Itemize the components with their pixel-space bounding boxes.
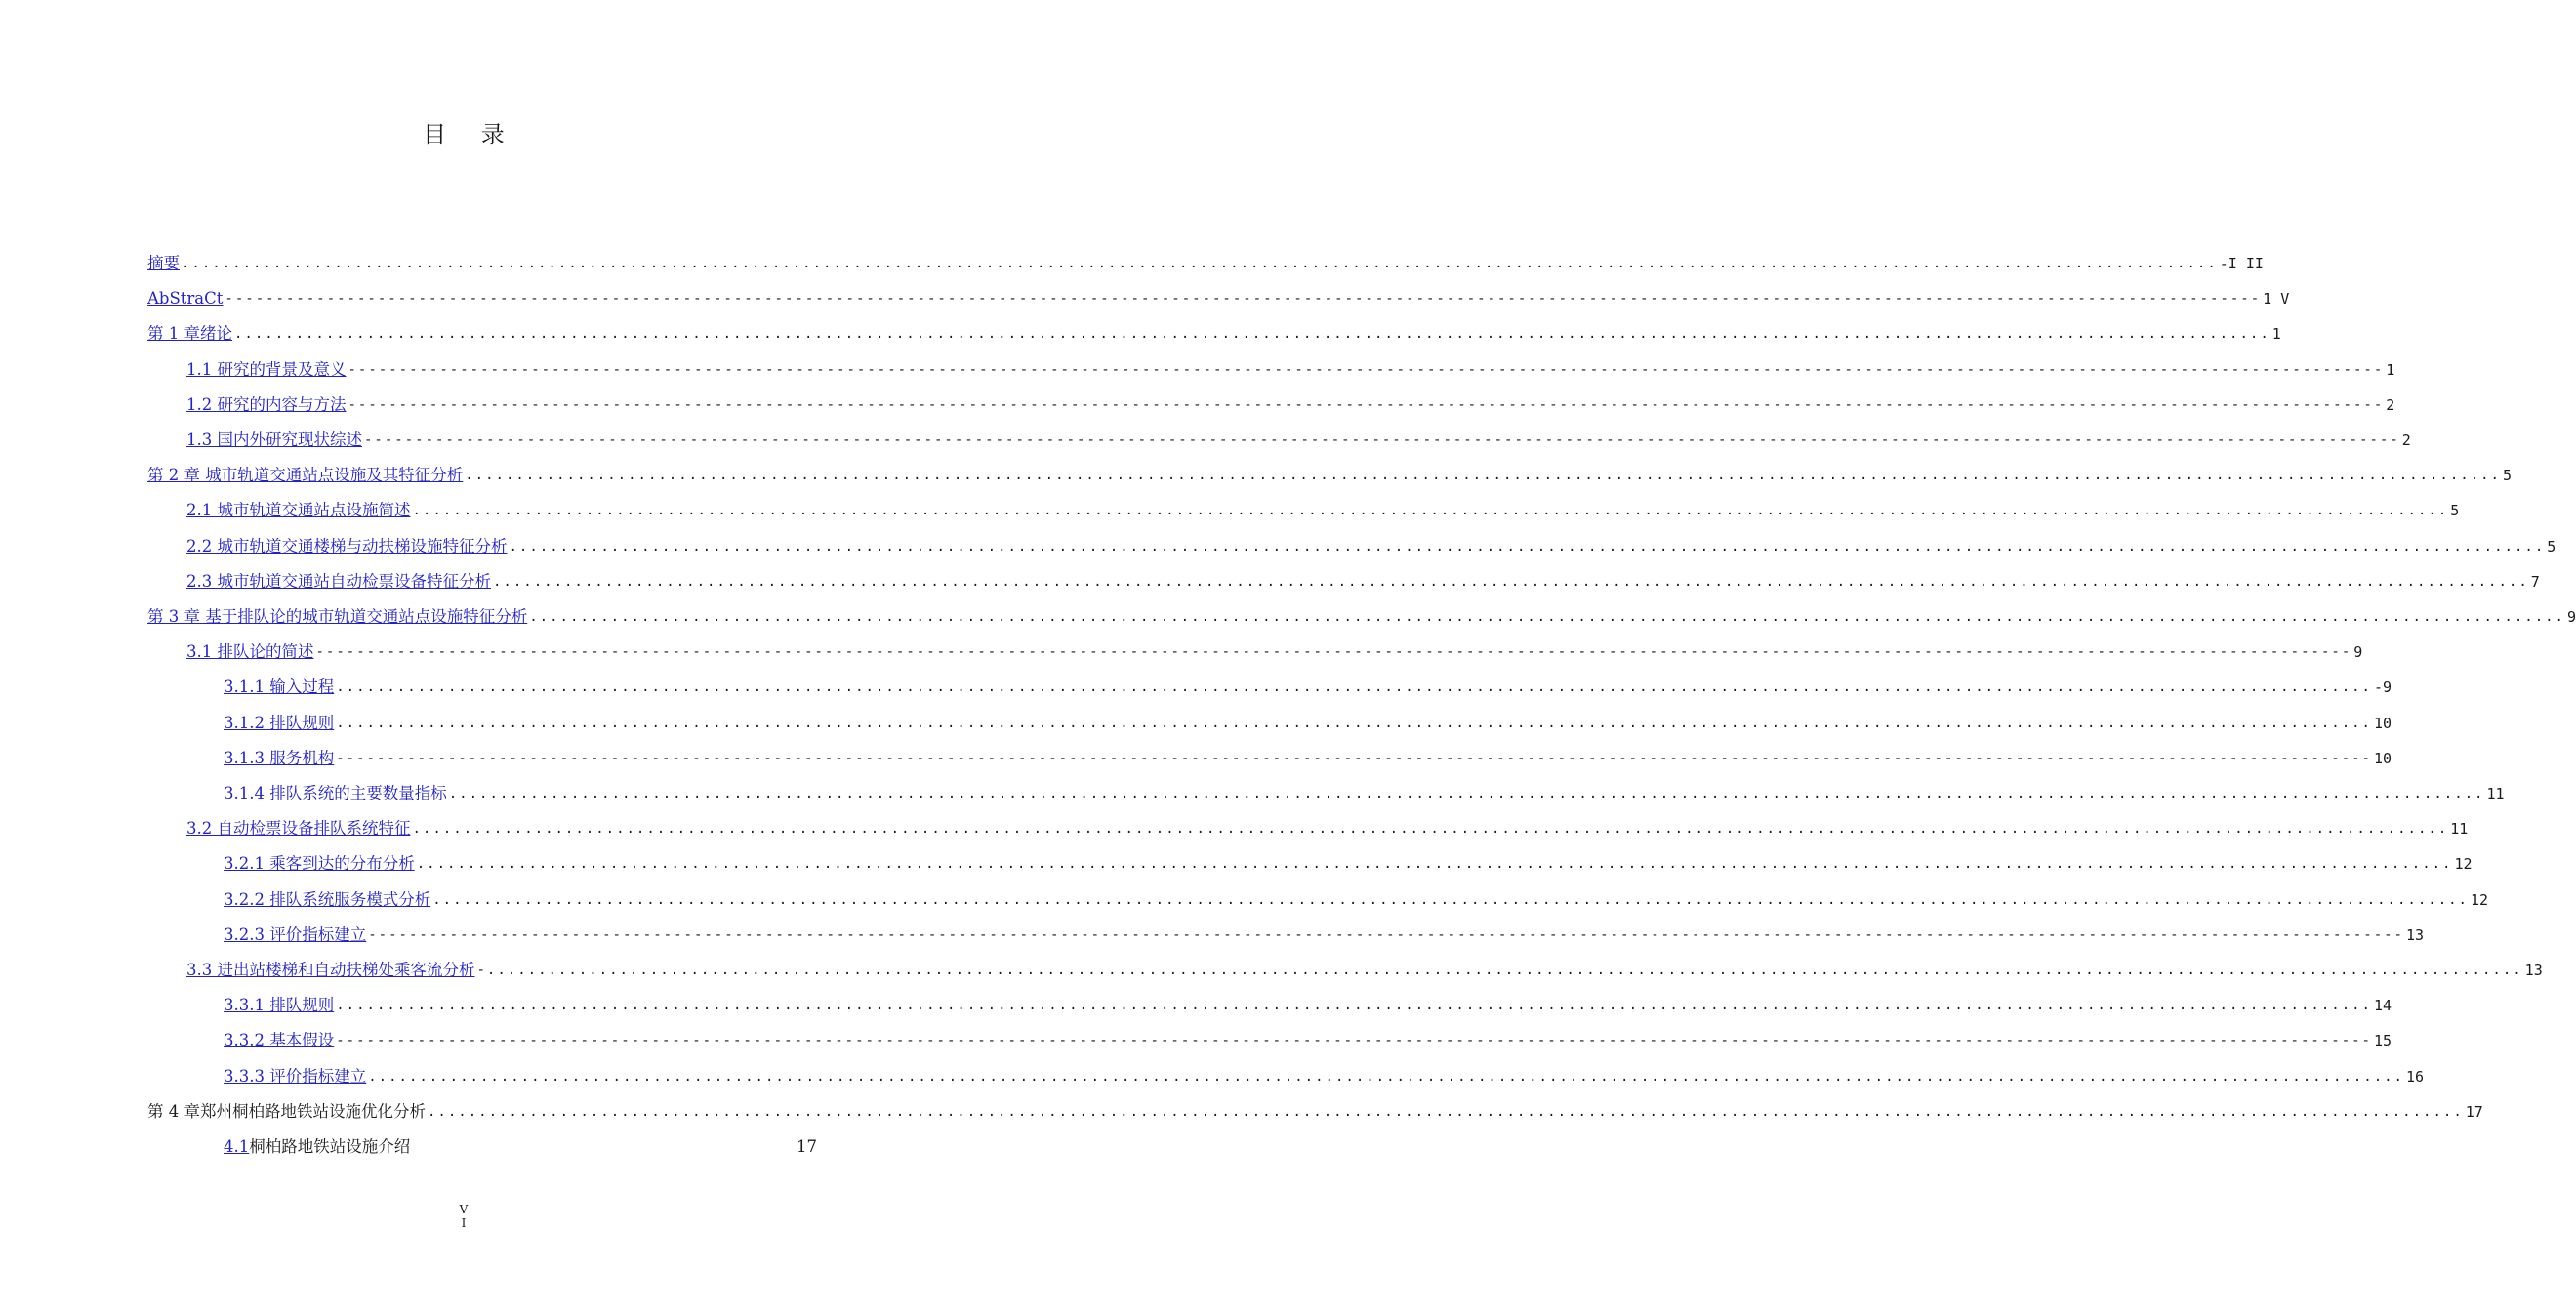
toc-entry-link[interactable]: 第 1 章绪论 xyxy=(147,324,232,344)
toc-entry-link[interactable]: 3.2 自动检票设备排队系统特征 xyxy=(186,819,411,839)
toc-leader: ........................................................................................................................................................................................................ xyxy=(412,821,2449,838)
toc-page-number: -I II xyxy=(2219,255,2264,272)
toc-page-number: 5 xyxy=(2502,467,2513,485)
toc-page-number: 12 xyxy=(2454,855,2473,874)
toc-entry[interactable] xyxy=(186,529,2556,564)
toc-entry[interactable] xyxy=(186,423,2411,458)
toc-entry[interactable] xyxy=(147,316,2281,351)
page-number-line-2: I xyxy=(461,1216,467,1230)
toc-entry-link[interactable]: 3.2.1 乘客到达的分布分析 xyxy=(224,854,415,874)
toc-leader: -------------------------------------------------------------------------------------------------------------------------------------------------------------------------------------------------------- xyxy=(315,644,2352,661)
toc-entry-link[interactable]: 3.1.2 排队规则 xyxy=(224,713,335,732)
toc-entry[interactable] xyxy=(186,352,2395,388)
toc-entry-label: 桐柏路地铁站设施介绍 xyxy=(249,1137,411,1156)
toc-entry-link[interactable]: 3.3.2 基本假设 xyxy=(224,1031,335,1050)
toc-entry-link[interactable]: 第 2 章 城市轨道交通站点设施及其特征分析 xyxy=(147,466,464,485)
page-title: 目 录 xyxy=(423,121,518,148)
toc-page-number: 15 xyxy=(2373,1032,2392,1050)
toc-leader: -------------------------------------------------------------------------------------------------------------------------------------------------------------------------------------------------------- xyxy=(336,750,2372,766)
toc-page-number: 14 xyxy=(2373,997,2392,1015)
toc-entry[interactable] xyxy=(224,882,2489,918)
toc-entry[interactable] xyxy=(224,670,2392,705)
toc-entry-link[interactable]: 3.3.1 排队规则 xyxy=(224,996,335,1015)
toc-page-number: 17 xyxy=(2465,1102,2483,1121)
toc-page-number: 11 xyxy=(2486,785,2505,802)
toc-entry[interactable] xyxy=(186,493,2460,528)
toc-entry-link[interactable]: 2.2 城市轨道交通楼梯与动扶梯设施特征分析 xyxy=(186,536,508,555)
toc-leader: -........................................................................................................................................................................................................ xyxy=(476,963,2523,978)
toc-entry-link[interactable]: 1.3 国内外研究现状综述 xyxy=(186,430,362,449)
toc-entry-link[interactable]: 3.2.2 排队系统服务模式分析 xyxy=(224,889,431,909)
toc-leader: ........................................................................................................................................................................................................ xyxy=(428,1103,2464,1120)
toc-leader: ........................................................................................................................................................................................................ xyxy=(368,1068,2404,1085)
toc-entry[interactable] xyxy=(186,635,2363,670)
toc-leader: -------------------------------------------------------------------------------------------------------------------------------------------------------------------------------------------------------- xyxy=(348,361,2385,378)
toc-entry[interactable] xyxy=(224,741,2392,776)
toc-page-number: 10 xyxy=(2373,714,2392,732)
toc-entry-link[interactable]: 1.1 研究的背景及意义 xyxy=(186,359,347,379)
toc-entry[interactable] xyxy=(224,918,2425,953)
toc-leader: ........................................................................................................................................................................................................ xyxy=(336,679,2372,696)
toc-leader: ........................................................................................................................................................................................................ xyxy=(448,786,2485,801)
toc-leader: -------------------------------------------------------------------------------------------------------------------------------------------------------------------------------------------------------- xyxy=(348,396,2385,413)
toc-page-number: 1 xyxy=(2271,325,2281,344)
toc-page-number: 10 xyxy=(2373,749,2392,767)
toc-entry-link[interactable]: 3.1.1 输入过程 xyxy=(224,677,335,697)
toc-entry-link[interactable]: 3.2.3 评价指标建立 xyxy=(224,924,367,944)
toc-page-number: 16 xyxy=(2405,1067,2425,1086)
toc-entry[interactable] xyxy=(147,246,2264,281)
toc-leader: ........................................................................................................................................................................................................ xyxy=(416,856,2453,873)
toc-entry[interactable] xyxy=(224,776,2505,811)
toc-page-number: 17 xyxy=(797,1137,817,1156)
toc-page-number: 12 xyxy=(2470,890,2489,909)
toc-leader: ........................................................................................................................................................................................................ xyxy=(432,891,2469,908)
toc-page-number: 11 xyxy=(2450,820,2469,839)
toc-entry-link[interactable]: 3.3 进出站楼梯和自动扶梯处乘客流分析 xyxy=(186,961,475,979)
toc-entry-link[interactable]: 1.2 研究的内容与方法 xyxy=(186,394,347,414)
toc-leader: -------------------------------------------------------------------------------------------------------------------------------------------------------------------------------------------------------- xyxy=(225,291,2262,308)
toc-entry[interactable] xyxy=(147,1094,2483,1129)
toc-entry-link: 第 4 章郑州桐柏路地铁站设施优化分析 xyxy=(147,1101,426,1121)
toc-entry[interactable] xyxy=(224,1059,2425,1094)
toc-leader: ........................................................................................................................................................................................................ xyxy=(234,326,2270,343)
toc-entry-link[interactable]: 3.1 排队论的简述 xyxy=(186,642,314,662)
toc-entry-link[interactable]: 摘要 xyxy=(147,254,180,272)
toc-page-number: 9 xyxy=(2353,643,2363,662)
toc-leader: ........................................................................................................................................................................................................ xyxy=(465,468,2501,484)
toc-page-number: 7 xyxy=(2530,572,2540,591)
toc-leader: ........................................................................................................................................................................................................ xyxy=(529,609,2565,625)
toc-entry-link[interactable]: 3.1.4 排队系统的主要数量指标 xyxy=(224,784,447,802)
toc-entry-link[interactable]: 3.3.3 评价指标建立 xyxy=(224,1066,367,1086)
toc-page-number: 1 V xyxy=(2263,290,2290,308)
toc-leader: -------------------------------------------------------------------------------------------------------------------------------------------------------------------------------------------------------- xyxy=(364,432,2400,448)
toc-page-number: 13 xyxy=(2405,925,2425,944)
toc-leader: ........................................................................................................................................................................................................ xyxy=(336,715,2372,731)
toc-entry[interactable] xyxy=(224,1023,2392,1058)
page-number-line-1: V xyxy=(459,1203,469,1216)
toc-entry-link[interactable]: 3.1.3 服务机构 xyxy=(224,748,335,767)
toc-entry-link[interactable]: 2.1 城市轨道交通站点设施简述 xyxy=(186,501,411,520)
toc-page-number: -9 xyxy=(2373,678,2392,697)
toc-leader: ........................................................................................................................................................................................................ xyxy=(509,538,2546,554)
toc-page-number: 13 xyxy=(2524,962,2543,979)
toc-entry[interactable] xyxy=(186,564,2540,599)
toc-entry[interactable] xyxy=(147,458,2513,493)
toc-leader: -------------------------------------------------------------------------------------------------------------------------------------------------------------------------------------------------------- xyxy=(368,926,2404,943)
toc-entry[interactable] xyxy=(224,988,2392,1023)
toc-entry[interactable] xyxy=(186,811,2469,846)
page-footer xyxy=(0,1203,927,1230)
toc-page-number: 5 xyxy=(2547,537,2556,555)
toc-leader: ........................................................................................................................................................................................................ xyxy=(493,573,2529,590)
toc-entry-link[interactable]: 4.1 xyxy=(224,1137,250,1156)
toc-leader: ........................................................................................................................................................................................................ xyxy=(412,503,2449,519)
toc-page-number: 2 xyxy=(2401,431,2411,449)
toc-leader: ........................................................................................................................................................................................................ xyxy=(182,256,2218,271)
toc-entry-link[interactable]: 2.3 城市轨道交通站自动检票设备特征分析 xyxy=(186,571,491,591)
toc-page-number: 9 xyxy=(2566,608,2576,626)
toc-entry[interactable] xyxy=(224,1129,410,1165)
toc-leader: ........................................................................................................................................................................................................ xyxy=(336,998,2372,1014)
toc-entry[interactable] xyxy=(147,599,2576,635)
toc-entry-link[interactable]: AbStraCt xyxy=(147,289,224,308)
toc-entry[interactable] xyxy=(224,706,2392,741)
toc-page-number: 1 xyxy=(2386,360,2395,379)
toc-entry[interactable] xyxy=(186,388,2395,423)
toc-entry[interactable] xyxy=(147,281,2290,316)
toc-page-number: 2 xyxy=(2386,395,2395,414)
toc-entry-link[interactable]: 第 3 章 基于排队论的城市轨道交通站点设施特征分析 xyxy=(147,607,528,626)
toc-leader: -------------------------------------------------------------------------------------------------------------------------------------------------------------------------------------------------------- xyxy=(336,1033,2372,1049)
toc-entry[interactable] xyxy=(224,846,2473,882)
toc-entry[interactable] xyxy=(186,953,2543,988)
toc-page-number: 5 xyxy=(2450,502,2460,520)
